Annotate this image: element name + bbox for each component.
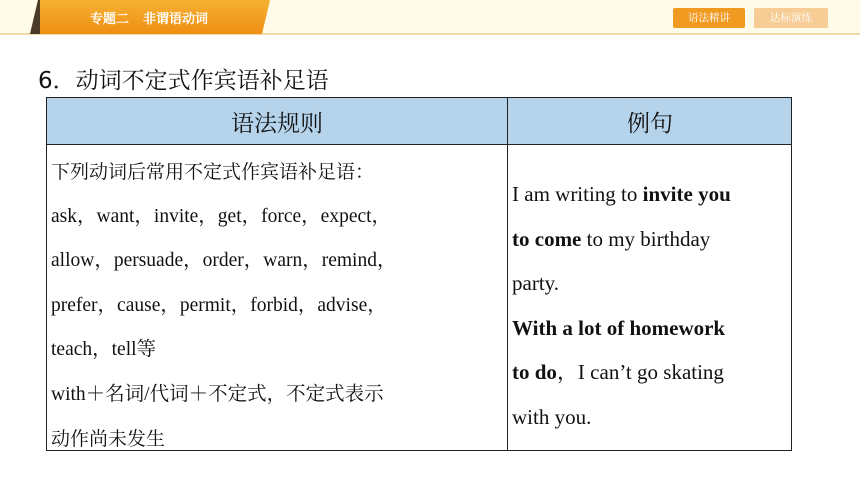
example-line — [512, 306, 792, 351]
rule-line: allow，persuade，order，warn，remind， — [51, 250, 397, 271]
example-text: party. — [512, 271, 560, 295]
example-line — [512, 395, 792, 440]
header-rule: 语法规则 — [231, 111, 323, 137]
example-line — [512, 261, 792, 306]
topic-name: 非谓语动词 — [143, 12, 209, 27]
topic-number: 专题二 — [90, 12, 130, 27]
nav-practice-button[interactable]: 达标演练 — [754, 8, 828, 28]
grammar-table — [46, 97, 792, 451]
nav-grammar-button[interactable]: 语法精讲 — [673, 8, 745, 28]
topic-label — [90, 8, 208, 27]
rule-line: 下列动词后常用不定式作宾语补足语： — [51, 161, 375, 183]
rule-line: 动作尚未发生 — [51, 428, 166, 450]
example-line — [512, 172, 792, 217]
rule-line: with＋名词/代词＋不定式，不定式表示 — [51, 383, 384, 405]
example-text: with you. — [512, 404, 592, 429]
header-example: 例句 — [627, 111, 673, 137]
example-text: ，I can’t go skating — [556, 360, 724, 384]
example-cell — [512, 172, 792, 439]
section-title: 6．动词不定式作宾语补足语 — [38, 68, 329, 94]
example-highlight: to come — [512, 226, 582, 251]
example-highlight: to do — [512, 360, 557, 384]
example-highlight: With a lot of homework — [512, 315, 726, 340]
example-text: to my birthday — [581, 226, 711, 251]
example-line — [512, 217, 792, 262]
rule-cell — [51, 150, 503, 462]
rule-line: teach，tell等 — [51, 339, 157, 360]
column-divider — [507, 98, 508, 450]
example-highlight: invite you — [642, 182, 731, 206]
rule-line: prefer，cause，permit，forbid，advise， — [51, 294, 387, 316]
rule-line: ask，want，invite，get，force，expect， — [51, 205, 392, 227]
example-text: I am writing to — [512, 182, 643, 206]
example-line — [512, 350, 792, 395]
